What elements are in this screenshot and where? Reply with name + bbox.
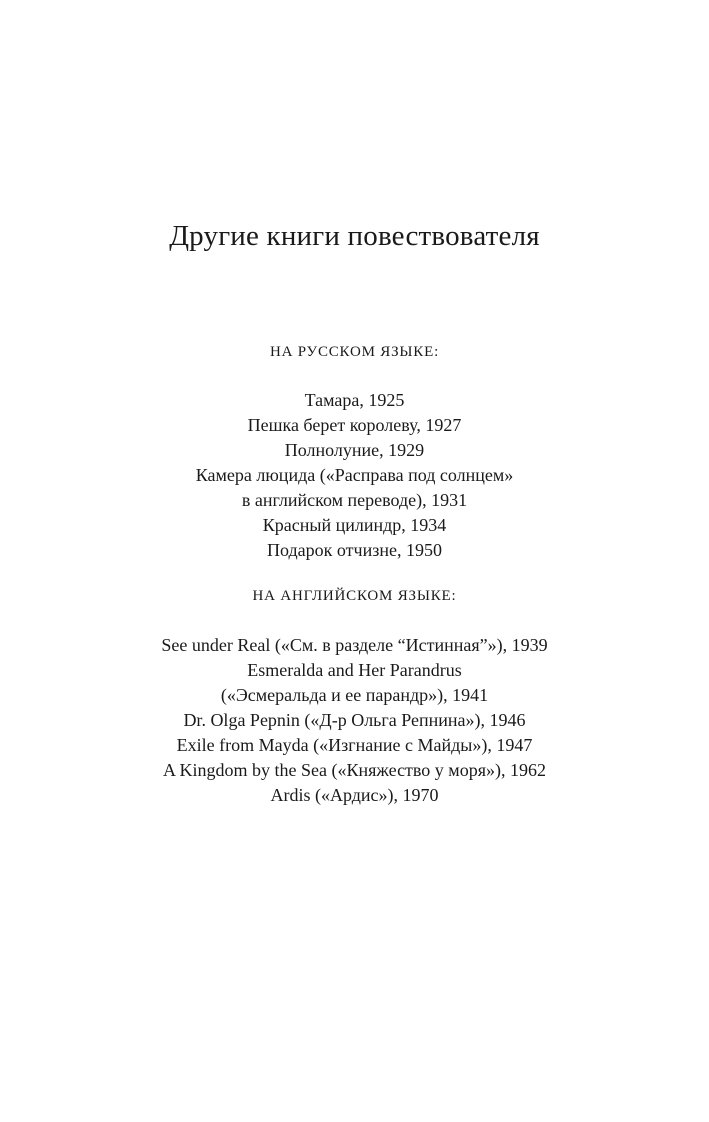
english-book-list bbox=[0, 633, 709, 808]
book-entry: Подарок отчизне, 1950 bbox=[267, 540, 442, 560]
book-entry-continued: («Эсмеральда и ее парандр»), 1941 bbox=[220, 685, 489, 705]
book-entry-continued: в английском переводе), 1931 bbox=[241, 490, 468, 510]
book-entry: Камера люцида («Расправа под солнцем» bbox=[195, 465, 514, 485]
book-entry: Exile from Mayda («Изгнание с Майды»), 1947 bbox=[176, 735, 533, 755]
book-entry: Красный цилиндр, 1934 bbox=[262, 515, 447, 535]
russian-books-section bbox=[0, 342, 709, 563]
book-entry: See under Real («См. в разделе “Истинная”»), 1939 bbox=[161, 635, 548, 655]
book-entry: Dr. Olga Pepnin («Д-р Ольга Репнина»), 1946 bbox=[183, 710, 526, 730]
page-title: Другие книги повествователя bbox=[169, 220, 540, 252]
english-books-section bbox=[0, 586, 709, 808]
english-section-heading: НА АНГЛИЙСКОМ ЯЗЫКЕ: bbox=[252, 588, 457, 604]
book-entry: Ardis («Ардис»), 1970 bbox=[270, 785, 439, 805]
book-entry: Пешка берет королеву, 1927 bbox=[247, 415, 462, 435]
book-entry: Тамара, 1925 bbox=[304, 390, 405, 410]
russian-section-heading: НА РУССКОМ ЯЗЫКЕ: bbox=[269, 344, 440, 360]
book-entry: A Kingdom by the Sea («Княжество у моря»), 1962 bbox=[163, 760, 546, 780]
book-entry: Полнолуние, 1929 bbox=[284, 440, 425, 460]
russian-book-list bbox=[0, 388, 709, 563]
book-entry: Esmeralda and Her Parandrus bbox=[247, 660, 462, 680]
